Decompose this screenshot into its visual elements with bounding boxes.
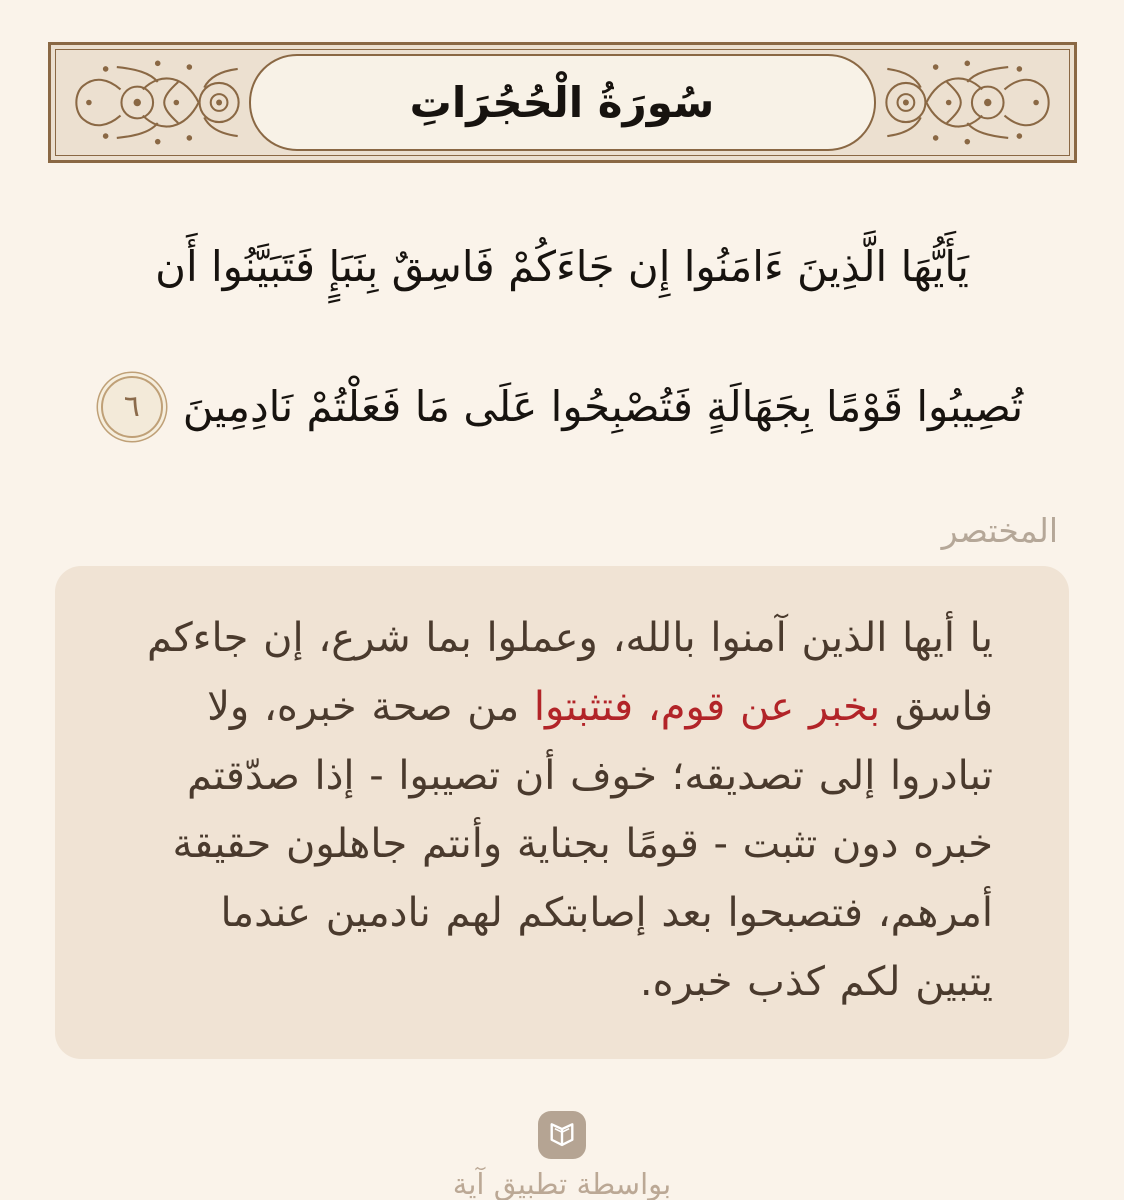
ayah-number: ٦ <box>123 389 140 424</box>
tafsir-box <box>55 566 1069 1059</box>
quran-verse-card <box>0 42 1124 1200</box>
surah-banner-frame <box>51 45 1074 160</box>
ayah-text-line-2: تُصِيبُوا قَوْمًا بِجَهَالَةٍ فَتُصْبِحُوا عَلَى مَا فَعَلْتُمْ نَادِمِينَ <box>182 382 1024 431</box>
surah-banner <box>48 42 1077 163</box>
ayah-line-2 <box>0 337 1124 477</box>
surah-title: سُورَةُ الْحُجُرَاتِ <box>409 78 715 127</box>
ayah-number-medallion <box>101 376 163 438</box>
ayah-text-line-1: يَأَيُّهَا الَّذِينَ ءَامَنُوا إِن جَاءَكُمْ فَاسِقٌ بِنَبَإٍ فَتَبَيَّنُوا أَن <box>155 242 969 291</box>
attribution-text: بواسطة تطبيق آية <box>452 1166 672 1200</box>
arabesque-ornament-left <box>61 54 247 151</box>
ayah-verse <box>0 197 1124 477</box>
tafsir-source-label: المختصر <box>941 511 1058 550</box>
arabesque-ornament-right <box>878 54 1064 151</box>
tafsir-highlighted-phrase: بخبر عن قوم، فتثبتوا <box>533 683 881 730</box>
open-book-icon <box>543 1116 581 1154</box>
tafsir-text-after: من صحة خبره، ولا تبادروا إلى تصديقه؛ خوف أن تصيبوا - إذا صدّقتم خبره دون تثبت - قومًا بجناية وأنتم جاهلون حقيقة أمرهم، فتصبحوا بعد إصابتكم لهم نادمين عندما يتبين لكم كذب خبره. <box>172 683 993 1005</box>
ayah-app-logo <box>538 1111 586 1159</box>
tafsir-text-before: يا أيها الذين آمنوا بالله، وعملوا بما شرع، إن جاءكم فاسق <box>146 615 993 730</box>
surah-title-cartouche <box>249 54 876 151</box>
tafsir-text <box>131 604 993 1017</box>
ayah-line-1 <box>0 197 1124 337</box>
footer <box>0 1111 1124 1200</box>
